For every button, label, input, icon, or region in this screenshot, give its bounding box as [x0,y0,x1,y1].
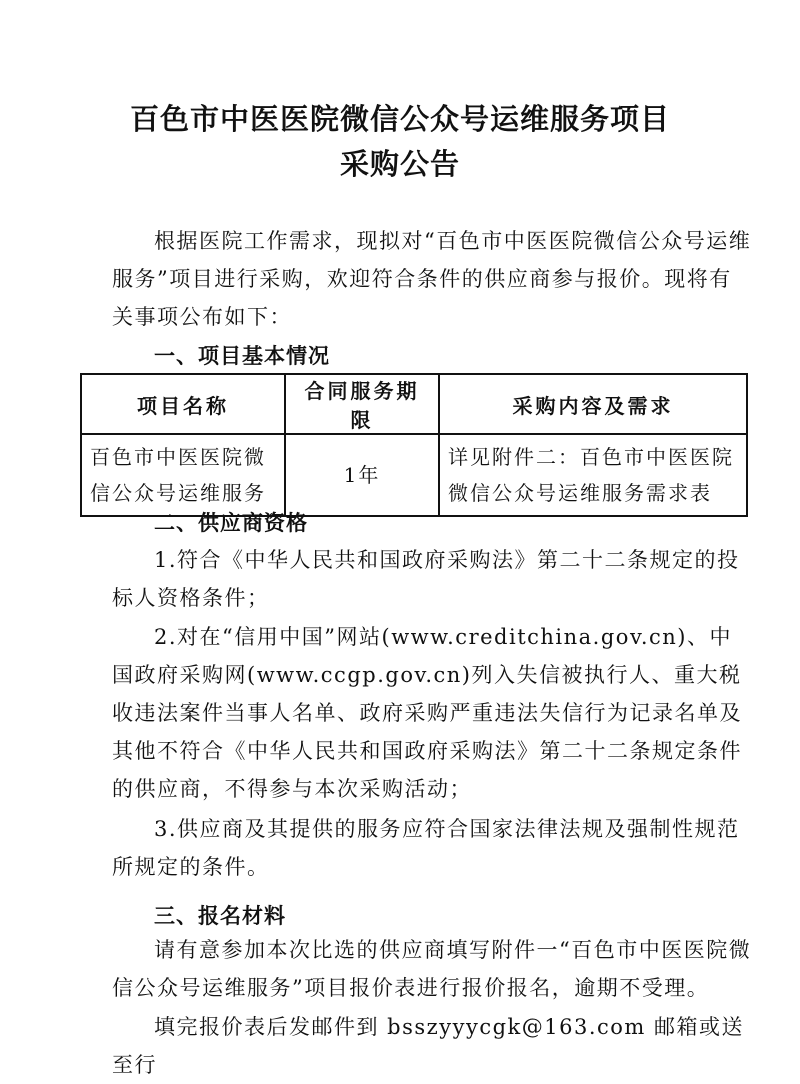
registration-paragraph: 请有意参加本次比选的供应商填写附件一“百色市中医医院微信公众号运维服务”项目报价表进行报价报名，逾期不受理。 [112,938,752,1000]
section3-heading: 三、报名材料 [154,904,286,928]
intro-paragraph: 根据医院工作需求，现拟对“百色市中医医院微信公众号运维服务”项目进行采购，欢迎符合条件的供应商参与报价。现将有关事项公布如下： [112,229,752,329]
table-cell-project-name: 百色市中医医院微信公众号运维服务 [81,434,285,516]
table-header-cell: 采购内容及需求 [439,374,747,434]
table-cell-term: 1年 [285,434,439,516]
section2-heading: 二、供应商资格 [154,511,308,535]
table-header-cell: 合同服务期限 [285,374,439,434]
document-title: 百色市中医医院微信公众号运维服务项目 [129,102,670,136]
project-info-table [80,373,748,517]
table-header-cell: 项目名称 [81,374,285,434]
table-cell-requirements: 详见附件二：百色市中医医院微信公众号运维服务需求表 [439,434,747,516]
document-subtitle: 采购公告 [339,147,460,181]
registration-paragraph: 填完报价表后发邮件到 bsszyyycgk@163.com 邮箱或送至行 [112,1015,745,1077]
qualification-item: 2.对在“信用中国”网站(www.creditchina.gov.cn)、中国政府采购网(www.ccgp.gov.cn)列入失信被执行人、重大税收违法案件当事人名单、政府采购严重违法失信行为记录名单及其他不符合《中华人民共和国政府采购法》第二十二条规定条件的供应商，不得参与本次采购活动； [112,625,742,801]
table-header-row [81,374,747,434]
table-row [81,434,747,516]
qualification-item: 1.符合《中华人民共和国政府采购法》第二十二条规定的投标人资格条件； [112,548,740,610]
qualification-item: 3.供应商及其提供的服务应符合国家法律法规及强制性规范所规定的条件。 [112,817,740,879]
section1-heading: 一、项目基本情况 [154,344,330,368]
